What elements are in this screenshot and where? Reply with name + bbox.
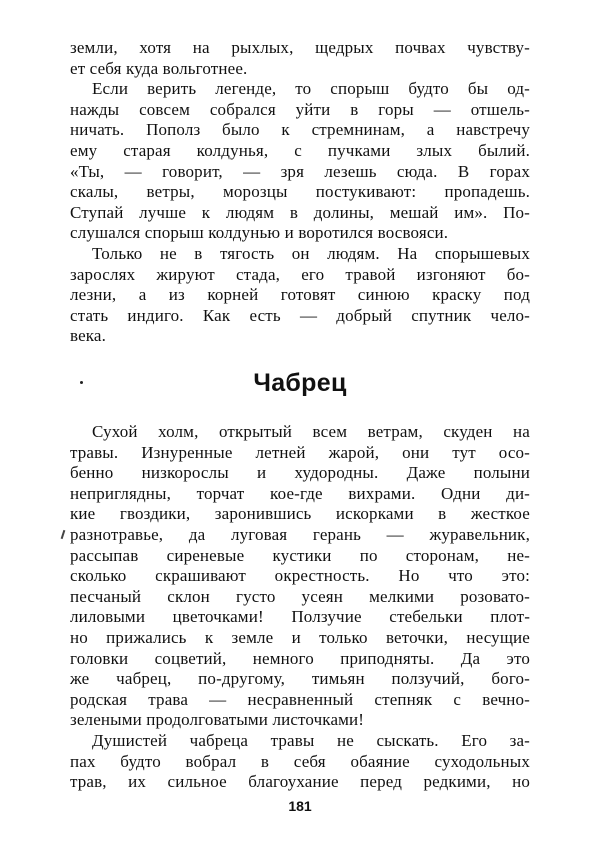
text-line: песчаный склон густо усеян мелкими розовато- bbox=[70, 586, 530, 606]
text-line: бенно низкорослы и худородны. Даже полыни bbox=[70, 463, 530, 483]
text-line: трав, их сильное благоухание перед редкими, но bbox=[70, 772, 530, 792]
text-line: ему старая колдунья, с пучками злых былий. bbox=[70, 140, 530, 160]
text-line: слушался спорыш колдунью и воротился восвояси. bbox=[70, 223, 449, 243]
text-line: Ступай лучше к людям в долины, мешай им». По- bbox=[70, 202, 530, 222]
text-line: скалы, ветры, морозцы постукивают: пропадешь. bbox=[70, 182, 530, 202]
text-line: ничать. Пополз было к стремнинам, а навстречу bbox=[70, 120, 530, 140]
text-line: века. bbox=[70, 326, 107, 346]
text-line: лиловыми цветочками! Ползучие стебельки плот- bbox=[70, 607, 530, 627]
margin-tick-mark bbox=[61, 530, 66, 539]
text-line: разнотравье, да луговая герань — журавельник, bbox=[70, 524, 530, 544]
text-line: ет себя куда вольготнее. bbox=[70, 58, 248, 78]
text-line: нажды совсем собрался уйти в горы — отшель- bbox=[70, 99, 530, 119]
text-line: стать индиго. Как есть — добрый спутник чело- bbox=[70, 305, 530, 325]
text-line: земли, хотя на рыхлых, щедрых почвах чувству- bbox=[70, 38, 530, 57]
text-line: неприглядны, торчат кое-где вихрами. Одни ди- bbox=[70, 483, 530, 503]
text-line: сколько скрашивают окрестность. Но что это: bbox=[70, 566, 530, 586]
text-line: «Ты, — говорит, — зря лезешь сюда. В горах bbox=[70, 161, 530, 181]
page-number: 181 bbox=[288, 798, 312, 814]
text-block-thyme bbox=[70, 422, 530, 793]
text-line: головки соцветий, немного приподняты. Да это bbox=[70, 648, 530, 668]
text-line: рассыпав сиреневые кустики по сторонам, не- bbox=[70, 545, 530, 565]
text-line: лезни, а из корней готовят синюю краску под bbox=[70, 285, 530, 305]
text-line: Если верить легенде, то спорыш будто бы од- bbox=[92, 79, 530, 99]
text-line: кие гвоздики, заронившись искорками в жесткое bbox=[70, 504, 530, 524]
text-line: Душистей чабреца травы не сыскать. Его за- bbox=[92, 730, 530, 750]
text-line: пах будто вобрал в себя обаяние суходольных bbox=[70, 751, 530, 771]
text-block-spurge bbox=[70, 38, 530, 347]
section-heading: Чабрец bbox=[253, 369, 347, 397]
text-line: Только не в тягость он людям. На спорышевых bbox=[92, 243, 530, 263]
text-line: но прижались к земле и только веточки, несущие bbox=[70, 627, 530, 647]
text-line: травы. Изнуренные летней жарой, они тут осо- bbox=[70, 442, 530, 462]
text-line: Сухой холм, открытый всем ветрам, скуден на bbox=[92, 422, 530, 441]
text-line: зелеными продолговатыми листочками! bbox=[70, 710, 365, 730]
text-line: же чабрец, по-другому, тимьян ползучий, бого- bbox=[70, 669, 530, 689]
text-line: родская трава — несравненный степняк с вечно- bbox=[70, 689, 530, 709]
text-line: зарослях жируют стада, его травой изгоняют бо- bbox=[70, 264, 530, 284]
